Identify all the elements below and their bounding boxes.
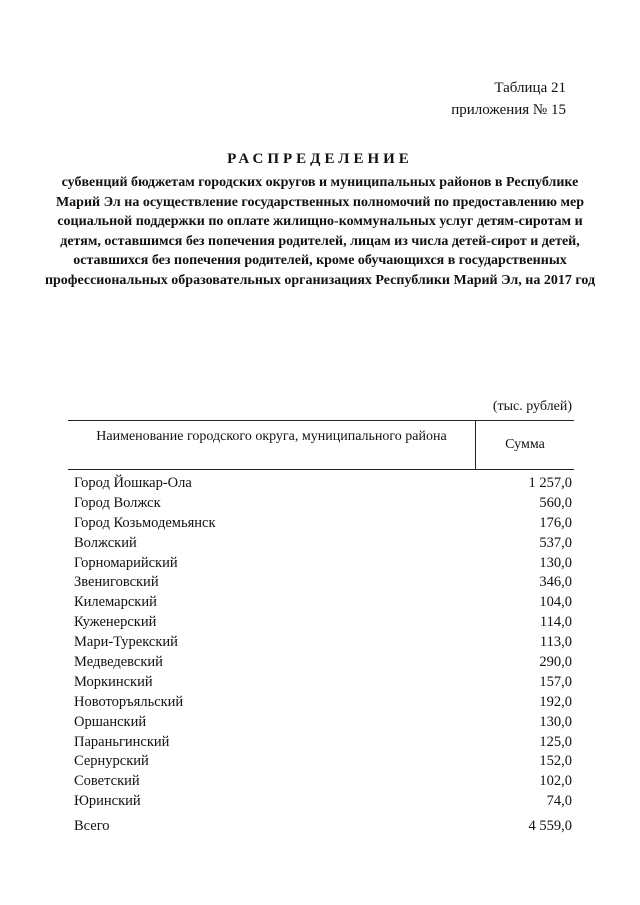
row-sum: 157,0	[539, 673, 572, 690]
row-name: Куженерский	[74, 614, 157, 631]
table-body	[74, 474, 572, 812]
row-sum: 192,0	[539, 693, 572, 710]
table-row	[74, 772, 572, 792]
table-row	[74, 514, 572, 534]
row-name: Килемарский	[74, 594, 157, 611]
column-header-name: Наименование городского округа, муниципального района	[96, 429, 447, 444]
row-sum: 74,0	[546, 793, 572, 810]
row-name: Моркинский	[74, 673, 153, 690]
row-sum: 176,0	[539, 514, 572, 531]
row-name: Звениговский	[74, 574, 159, 591]
row-sum: 1 257,0	[528, 475, 572, 491]
row-sum: 152,0	[539, 753, 572, 770]
table-row	[74, 693, 572, 713]
table-row	[74, 752, 572, 772]
row-sum: 114,0	[539, 614, 572, 631]
table-top-rule	[68, 420, 574, 421]
table-header-rule	[68, 469, 574, 470]
total-sum: 4 559,0	[528, 818, 572, 834]
table-row	[74, 653, 572, 673]
row-name: Город Волжск	[74, 494, 161, 511]
table-row	[74, 554, 572, 574]
table-row	[74, 713, 572, 733]
table-row	[74, 494, 572, 514]
row-name: Мари-Турекский	[74, 634, 178, 651]
row-sum: 290,0	[539, 654, 572, 671]
row-sum: 125,0	[539, 733, 572, 750]
table-number: Таблица 21	[494, 80, 566, 96]
row-name: Город Йошкар-Ола	[74, 475, 192, 491]
table-row	[74, 474, 572, 494]
row-sum: 537,0	[539, 534, 572, 551]
row-name: Сернурский	[74, 753, 149, 770]
row-name: Медведевский	[74, 654, 163, 671]
row-sum: 102,0	[539, 773, 572, 790]
table-row	[74, 534, 572, 554]
total-label: Всего	[74, 818, 110, 834]
table-row	[74, 573, 572, 593]
column-header-sum: Сумма	[505, 437, 545, 452]
unit-label: (тыс. рублей)	[492, 399, 572, 414]
table-row	[74, 673, 572, 693]
row-name: Город Козьмодемьянск	[74, 514, 216, 531]
row-sum: 113,0	[539, 634, 572, 651]
table-row	[74, 613, 572, 633]
row-sum: 560,0	[539, 494, 572, 511]
table-row	[74, 593, 572, 613]
row-name: Советский	[74, 773, 140, 790]
table-row	[74, 792, 572, 812]
row-sum: 130,0	[539, 554, 572, 571]
row-sum: 130,0	[539, 713, 572, 730]
table-row	[74, 633, 572, 653]
table-row	[74, 733, 572, 753]
row-name: Волжский	[74, 534, 137, 551]
appendix-number: приложения № 15	[451, 102, 566, 118]
row-name: Новоторъяльский	[74, 693, 184, 710]
row-sum: 346,0	[539, 574, 572, 591]
document-title: РАСПРЕДЕЛЕНИЕ	[227, 151, 413, 167]
row-sum: 104,0	[539, 594, 572, 611]
row-name: Горномарийский	[74, 554, 178, 571]
row-name: Юринский	[74, 793, 141, 810]
row-name: Параньгинский	[74, 733, 170, 750]
total-row	[74, 816, 572, 836]
row-name: Оршанский	[74, 713, 147, 730]
document-subtitle: субвенций бюджетам городских округов и муниципальных районов в Республике Марий Эл на осуществление государственных полномочий по предоставлению мер социальной поддержки по оплате жилищно-коммунальных услуг детям-сиротам и детям, оставшимся без попечения родителей, лицам из числа детей-сирот и детей, оставшихся без попечения родителей, кроме обучающихся в государственных профессиональных образовательных организациях Республики Марий Эл, на 2017 год	[44, 175, 596, 288]
